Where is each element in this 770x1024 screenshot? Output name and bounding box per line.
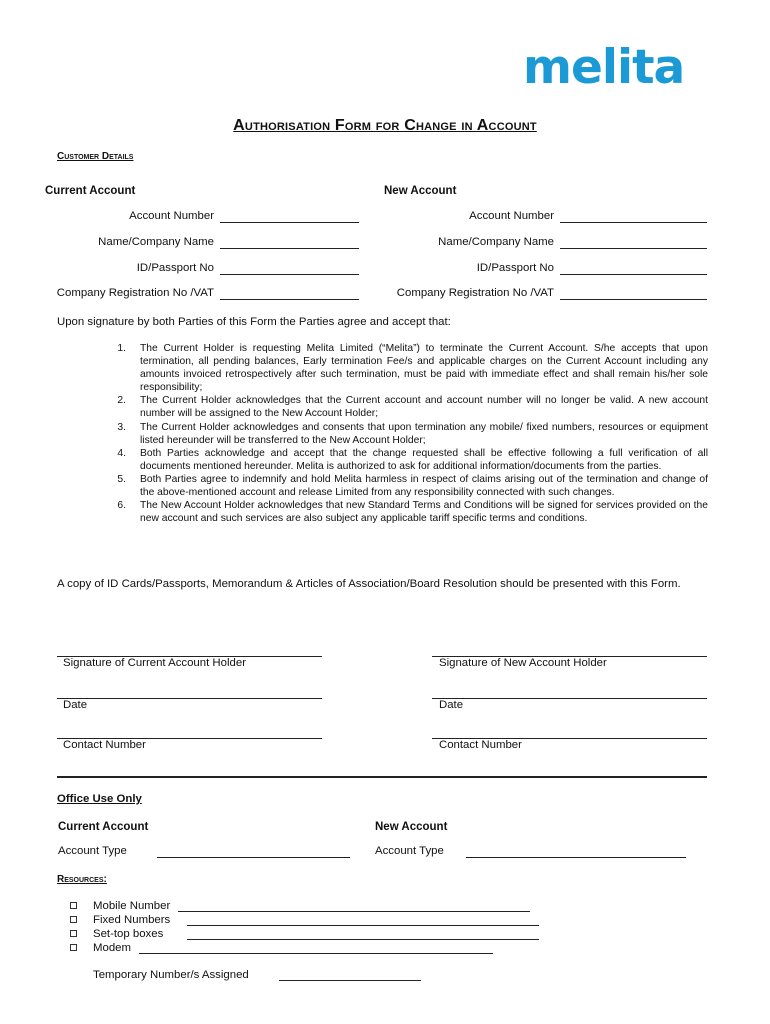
current-name-label: Name/Company Name (98, 236, 214, 248)
mobile-number-field[interactable] (178, 911, 530, 912)
current-account-number-label: Account Number (129, 210, 214, 222)
resources-label: Resources: (57, 874, 107, 885)
term-number: 6. (117, 500, 126, 512)
office-use-label: Office Use Only (57, 793, 142, 805)
new-contact-label: Contact Number (439, 739, 522, 751)
current-contact-label: Contact Number (63, 739, 146, 751)
term-text: Both Parties acknowledge and accept that the change requested shall be effective following a full verification of all documents mentioned hereunder. Melita is authorized to ask for additional information/documents from the parties. (140, 447, 708, 472)
set-top-boxes-field[interactable] (187, 939, 539, 940)
new-name-label: Name/Company Name (438, 236, 554, 248)
resource-settop-label: Set-top boxes (93, 928, 164, 940)
form-title: Authorisation Form for Change in Account (233, 117, 537, 134)
resource-fixed-label: Fixed Numbers (93, 914, 171, 926)
documents-note: A copy of ID Cards/Passports, Memorandum & Articles of Association/Board Resolution should be presented with this Form. (57, 578, 681, 590)
current-account-type-field[interactable] (157, 857, 350, 858)
term-item (112, 342, 708, 394)
new-date-line[interactable] (432, 698, 707, 699)
current-name-field[interactable] (220, 248, 359, 249)
office-new-account-heading: New Account (375, 821, 448, 833)
current-registration-field[interactable] (220, 299, 359, 300)
new-account-number-label: Account Number (469, 210, 554, 222)
resource-mobile (70, 900, 77, 912)
checkbox-icon[interactable] (70, 902, 77, 909)
term-text: The New Account Holder acknowledges that new Standard Terms and Conditions will be signed for services provided on the new account and such services are also subject any applicable tariff specific terms and conditions. (140, 500, 708, 525)
resource-fixed (70, 914, 77, 926)
new-registration-label: Company Registration No /VAT (396, 287, 554, 299)
new-date-label: Date (439, 699, 464, 711)
new-account-number-field[interactable] (560, 222, 707, 223)
new-signature-label: Signature of New Account Holder (439, 657, 607, 669)
term-item (112, 421, 708, 447)
current-id-label: ID/Passport No (136, 262, 214, 274)
customer-details-label: Customer Details (57, 151, 134, 162)
office-use-divider (57, 776, 707, 778)
melita-logo: melita (523, 40, 685, 95)
office-current-account-heading: Current Account (58, 821, 149, 833)
new-account-type-label: Account Type (375, 845, 444, 857)
resource-modem (70, 942, 77, 954)
new-id-field[interactable] (560, 274, 707, 275)
current-account-heading: Current Account (45, 185, 136, 197)
current-date-line[interactable] (57, 698, 322, 699)
new-id-label: ID/Passport No (476, 262, 554, 274)
checkbox-icon[interactable] (70, 930, 77, 937)
term-item (112, 499, 708, 525)
resource-modem-label: Modem (93, 942, 131, 954)
new-registration-field[interactable] (560, 299, 707, 300)
terms-list (112, 342, 708, 525)
resource-mobile-label: Mobile Number (93, 900, 171, 912)
current-account-type-label: Account Type (58, 845, 127, 857)
checkbox-icon[interactable] (70, 944, 77, 951)
temporary-number-label: Temporary Number/s Assigned (93, 969, 249, 981)
term-text: The Current Holder is requesting Melita Limited (“Melita”) to terminate the Current Account. S/he accepts that upon termination, all pending balances, Early termination Fee/s and applicable charges on the Current Account including any amounts invoiced retrospectively after such termination, must be paid with immediate effect and shall remain his/her sole responsibility; (140, 343, 708, 394)
term-text: The Current Holder acknowledges and consents that upon termination any mobile/ fixed numbers, resources or equipment listed hereunder will be transferred to the New Account Holder; (140, 421, 708, 446)
term-text: The Current Holder acknowledges that the Current account and account number will no longer be valid. A new account number will be assigned to the New Account Holder; (140, 395, 708, 420)
term-item (112, 473, 708, 499)
new-account-type-field[interactable] (466, 857, 686, 858)
term-number: 4. (117, 447, 126, 459)
current-date-label: Date (63, 699, 88, 711)
term-number: 5. (117, 473, 126, 485)
term-item (112, 394, 708, 420)
checkbox-icon[interactable] (70, 916, 77, 923)
current-signature-label: Signature of Current Account Holder (63, 657, 246, 669)
current-account-number-field[interactable] (220, 222, 359, 223)
resource-settop (70, 928, 77, 940)
term-number: 1. (117, 343, 126, 354)
modem-field[interactable] (139, 953, 493, 954)
term-item (112, 447, 708, 473)
new-name-field[interactable] (560, 248, 707, 249)
fixed-numbers-field[interactable] (187, 925, 539, 926)
current-id-field[interactable] (220, 274, 359, 275)
new-account-heading: New Account (384, 185, 457, 197)
term-text: Both Parties agree to indemnify and hold Melita harmless in respect of claims arising out of the termination and change of the above-mentioned account and release Limited from any responsibility connected with such changes. (140, 473, 708, 499)
agreement-intro: Upon signature by both Parties of this Form the Parties agree and accept that: (57, 316, 451, 328)
temporary-number-field[interactable] (279, 980, 421, 981)
current-registration-label: Company Registration No /VAT (56, 287, 214, 299)
term-number: 2. (117, 395, 126, 407)
term-number: 3. (117, 421, 126, 433)
